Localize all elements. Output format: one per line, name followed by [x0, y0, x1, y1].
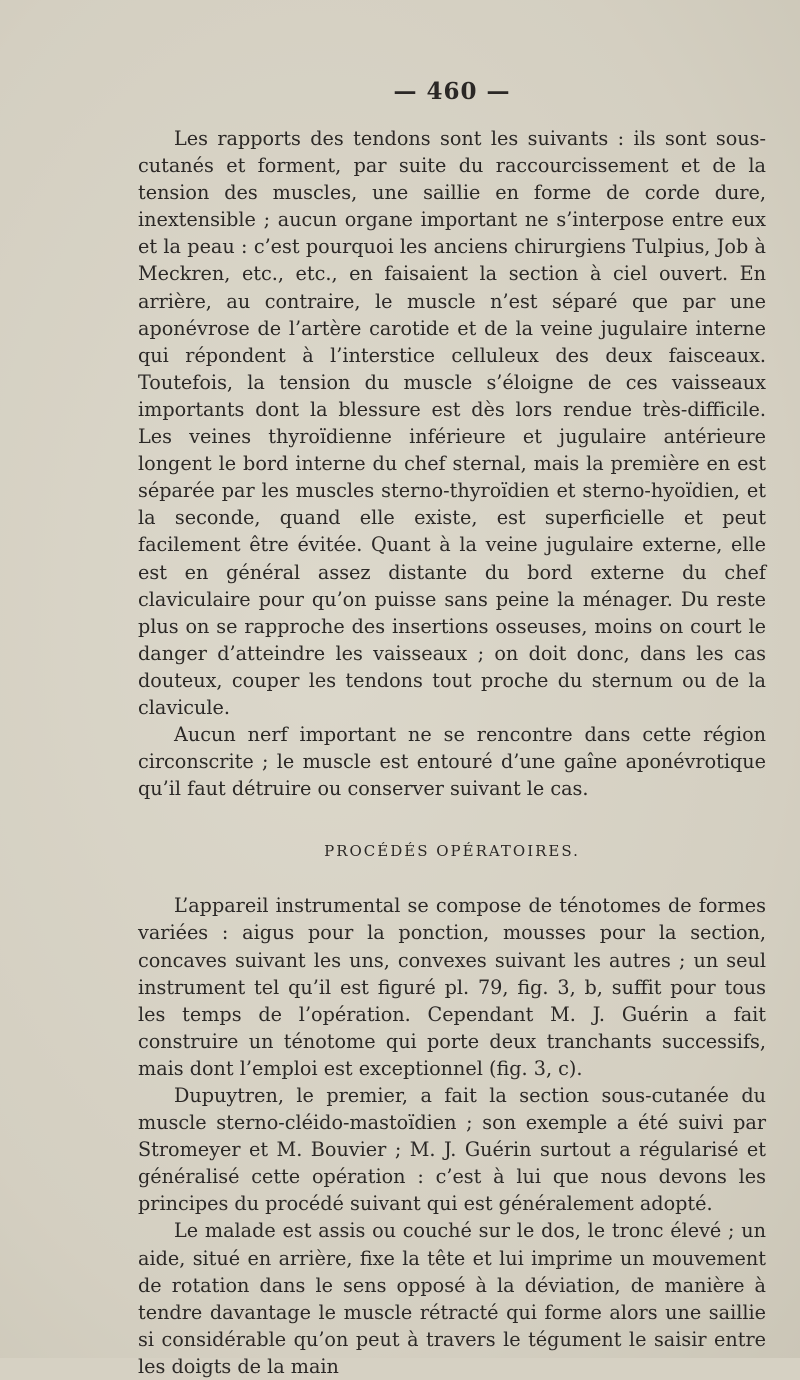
page-number: — 460 — [393, 78, 511, 105]
paragraph-dupuytren: Dupuytren, le premier, a fait la section sous-cutanée du muscle sterno-cléido-mastoïdien ; son exemple a été suivi par Stromeyer et M. Bouvier ; M. J. Guérin surtout a régularisé et généralisé cette opération : c’est à lui que nous devons les principes du procédé suivant qui est généralement adopté. [138, 1084, 766, 1216]
section-heading: PROCÉDÉS OPÉRATOIRES. [324, 842, 580, 861]
paragraph-instruments: L’appareil instrumental se compose de ténotomes de formes variées : aigus pour la ponction, mousses pour la section, concaves suivant les uns, convexes suivant les autres ; un seul instrument tel qu’il est figuré pl. 79, fig. 3, b, suffit pour tous les temps de l’opération. Cependant M. J. Guérin a fait construire un ténotome qui porte deux tranchants successifs, mais dont l’emploi est exceptionnel (fig. 3, c). [138, 894, 766, 1080]
paragraph-tendon-relations: Les rapports des tendons sont les suivants : ils sont sous-cutanés et forment, par suite du raccourcissement et de la tension des muscles, une saillie en forme de corde dure, inextensible ; aucun organe important ne s’interpose entre eux et la peau : c’est pourquoi les anciens chirurgiens Tulpius, Job à Meckren, etc., etc., en faisaient la section à ciel ouvert. En arrière, au contraire, le muscle n’est séparé que par une aponévrose de l’artère carotide et de la veine jugulaire interne qui répondent à l’interstice celluleux des deux faisceaux. Toutefois, la tension du muscle s’éloigne de ces vaisseaux importants dont la blessure est dès lors rendue très-difficile. Les veines thyroïdienne inférieure et jugulaire antérieure longent le bord interne du chef sternal, mais la première en est séparée par les muscles sterno-thyroïdien et sterno-hyoïdien, et la seconde, quand elle existe, est superficielle et peut facilement être évitée. Quant à la veine jugulaire externe, elle est en général assez distante du bord externe du chef claviculaire pour qu’on puisse sans peine la ménager. Du reste plus on se rapproche des insertions osseuses, moins on court le danger d’atteindre les vaisseaux ; on doit donc, dans les cas douteux, couper les tendons tout proche du sternum ou de la clavicule. [138, 127, 766, 719]
paragraph-patient-position: Le malade est assis ou couché sur le dos, le tronc élevé ; un aide, situé en arrière, fixe la tête et lui imprime un mouvement de rotation dans le sens opposé à la déviation, de manière à tendre davantage le muscle rétracté qui forme alors une saillie si considérable qu’on peut à travers le tégument le saisir entre les doigts de la main [138, 1219, 766, 1378]
paragraph-nerve: Aucun nerf important ne se rencontre dans cette région circonscrite ; le muscle est entouré d’une gaîne aponévrotique qu’il faut détruire ou conserver suivant le cas. [138, 723, 766, 801]
